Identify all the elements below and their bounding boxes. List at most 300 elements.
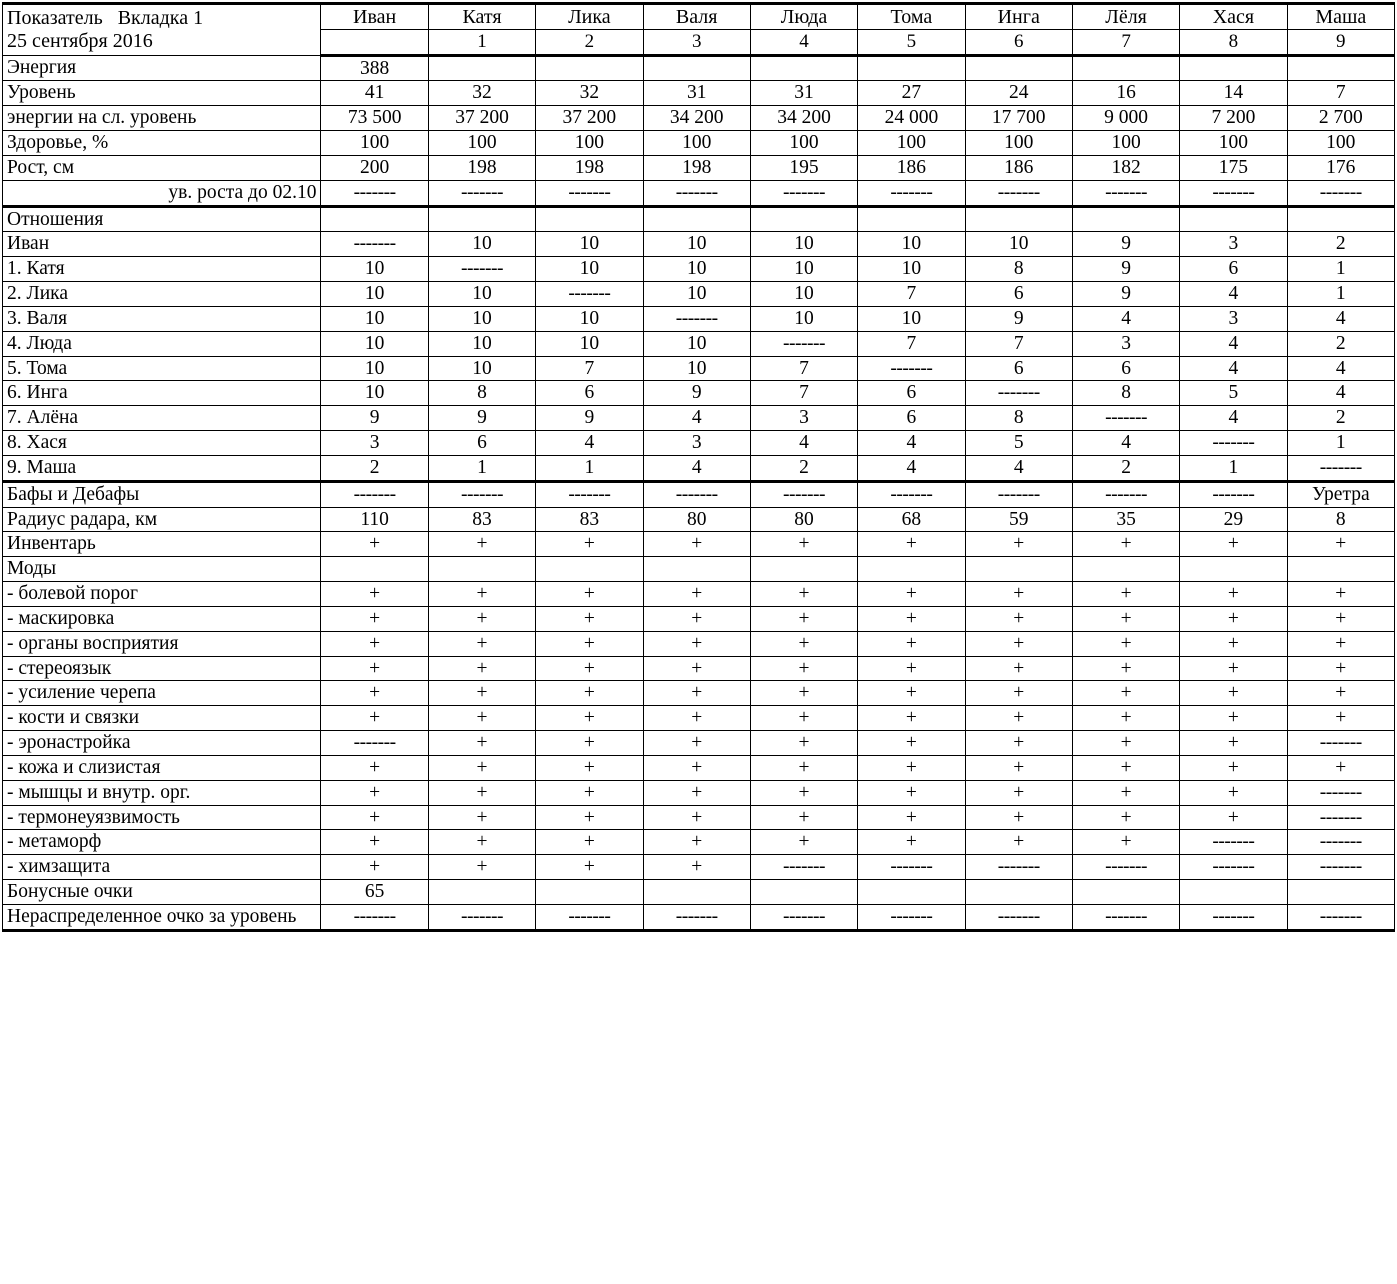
cell-value: + — [858, 656, 965, 681]
cell-value: + — [1287, 582, 1394, 607]
cell-value: + — [428, 830, 535, 855]
cell-value: 32 — [428, 81, 535, 106]
cell-value: ------- — [858, 180, 965, 206]
cell-empty — [321, 206, 428, 232]
cell-value: 3 — [1180, 232, 1287, 257]
cell-value: 4 — [1180, 356, 1287, 381]
cell-value: 7 — [858, 282, 965, 307]
cell-value: + — [858, 532, 965, 557]
cell-value: + — [750, 681, 857, 706]
cell-value: ------- — [1180, 855, 1287, 880]
table-row-relation-alyona — [3, 406, 1395, 431]
table-body — [3, 4, 1395, 931]
cell-value — [643, 879, 750, 904]
cell-value — [1072, 557, 1179, 582]
cell-value: 10 — [858, 232, 965, 257]
cell-value: 8 — [965, 257, 1072, 282]
cell-value: 3 — [1180, 306, 1287, 331]
cell-value: 6 — [858, 406, 965, 431]
cell-value: 7 200 — [1180, 106, 1287, 131]
cell-value: 100 — [536, 131, 643, 156]
row-label: Уровень — [3, 81, 321, 106]
cell-value: 8 — [1287, 507, 1394, 532]
header-name-lika: Лика — [536, 4, 643, 30]
cell-value: 6 — [1072, 356, 1179, 381]
cell-value: + — [428, 532, 535, 557]
cell-value: + — [536, 731, 643, 756]
table-row-mod-thermal-invulnerability — [3, 805, 1395, 830]
cell-value — [750, 55, 857, 81]
cell-value: 1 — [1287, 431, 1394, 456]
table-row-unallocated-point — [3, 904, 1395, 930]
cell-value: + — [321, 681, 428, 706]
cell-value: + — [1180, 706, 1287, 731]
cell-value: + — [1180, 755, 1287, 780]
row-label: Бафы и Дебафы — [3, 481, 321, 507]
cell-value: + — [1072, 780, 1179, 805]
cell-value: 10 — [428, 356, 535, 381]
table-row-buffs-debuffs — [3, 481, 1395, 507]
cell-value: + — [428, 606, 535, 631]
header-number-8: 8 — [1180, 30, 1287, 55]
cell-value: 6 — [536, 381, 643, 406]
table-row-mod-muscles-organs — [3, 780, 1395, 805]
cell-value: 10 — [321, 282, 428, 307]
table-row-relation-ivan — [3, 232, 1395, 257]
cell-value: 100 — [643, 131, 750, 156]
cell-value: ------- — [536, 180, 643, 206]
cell-value: + — [428, 656, 535, 681]
cell-value: ------- — [750, 855, 857, 880]
cell-value: ------- — [321, 904, 428, 930]
cell-value: + — [750, 755, 857, 780]
cell-value: + — [1180, 582, 1287, 607]
cell-value: 37 200 — [536, 106, 643, 131]
cell-value: ------- — [858, 904, 965, 930]
row-label: Бонусные очки — [3, 879, 321, 904]
cell-value: ------- — [965, 381, 1072, 406]
table-row-bonus-points — [3, 879, 1395, 904]
cell-value: + — [1180, 606, 1287, 631]
cell-value: 4 — [1287, 356, 1394, 381]
table-row-mod-chem-protection — [3, 855, 1395, 880]
cell-value: 31 — [643, 81, 750, 106]
cell-value: + — [321, 656, 428, 681]
cell-value: 9 — [321, 406, 428, 431]
cell-value: + — [858, 606, 965, 631]
cell-value: ------- — [1180, 481, 1287, 507]
cell-value: 9 — [428, 406, 535, 431]
cell-value: 10 — [643, 282, 750, 307]
row-label: 2. Лика — [3, 282, 321, 307]
row-label: Инвентарь — [3, 532, 321, 557]
cell-value: 17 700 — [965, 106, 1072, 131]
cell-value: + — [750, 830, 857, 855]
header-number-6: 6 — [965, 30, 1072, 55]
cell-value: 10 — [536, 331, 643, 356]
row-label: 3. Валя — [3, 306, 321, 331]
table-row-relation-valya — [3, 306, 1395, 331]
header-name-lyolya: Лёля — [1072, 4, 1179, 30]
cell-value: ------- — [750, 904, 857, 930]
cell-value: + — [858, 830, 965, 855]
cell-value: 100 — [858, 131, 965, 156]
row-label: - кожа и слизистая — [3, 755, 321, 780]
cell-value — [965, 557, 1072, 582]
cell-value: 10 — [536, 306, 643, 331]
row-label: Моды — [3, 557, 321, 582]
cell-value: ------- — [1287, 455, 1394, 481]
cell-value: 9 — [1072, 282, 1179, 307]
cell-value: + — [965, 755, 1072, 780]
cell-value: 68 — [858, 507, 965, 532]
cell-value: 4 — [1287, 381, 1394, 406]
cell-value: ------- — [858, 855, 965, 880]
cell-value: 198 — [428, 155, 535, 180]
row-label: Здоровье, % — [3, 131, 321, 156]
cell-value: 8 — [1072, 381, 1179, 406]
cell-value: 10 — [643, 257, 750, 282]
cell-value: 7 — [750, 356, 857, 381]
cell-value: 59 — [965, 507, 1072, 532]
cell-value: + — [536, 780, 643, 805]
cell-value: 7 — [965, 331, 1072, 356]
cell-value: 8 — [428, 381, 535, 406]
cell-value: ------- — [1072, 481, 1179, 507]
cell-value: ------- — [750, 331, 857, 356]
cell-value: ------- — [1072, 855, 1179, 880]
row-label: - стереоязык — [3, 656, 321, 681]
cell-value: ------- — [965, 855, 1072, 880]
cell-value: + — [643, 755, 750, 780]
cell-value: + — [321, 780, 428, 805]
cell-value: + — [643, 582, 750, 607]
cell-value: 4 — [643, 455, 750, 481]
cell-value: ------- — [1287, 830, 1394, 855]
cell-empty — [643, 206, 750, 232]
cell-value: + — [428, 805, 535, 830]
cell-value: + — [965, 631, 1072, 656]
header-number-7: 7 — [1072, 30, 1179, 55]
header-number-2: 2 — [536, 30, 643, 55]
cell-value: ------- — [965, 481, 1072, 507]
cell-value: ------- — [643, 481, 750, 507]
cell-value: 24 000 — [858, 106, 965, 131]
cell-value: + — [750, 656, 857, 681]
table-row-health — [3, 131, 1395, 156]
cell-value: + — [858, 780, 965, 805]
row-label: 7. Алёна — [3, 406, 321, 431]
cell-value: + — [1287, 631, 1394, 656]
cell-value: + — [428, 582, 535, 607]
cell-value: + — [1072, 755, 1179, 780]
cell-empty — [1180, 206, 1287, 232]
cell-value: + — [428, 780, 535, 805]
cell-value: ------- — [428, 180, 535, 206]
cell-value — [428, 557, 535, 582]
cell-value: 9 000 — [1072, 106, 1179, 131]
row-label: 5. Тома — [3, 356, 321, 381]
cell-value: + — [965, 706, 1072, 731]
cell-value: ------- — [428, 481, 535, 507]
cell-value: ------- — [321, 180, 428, 206]
cell-value — [536, 557, 643, 582]
cell-value: 4 — [1180, 406, 1287, 431]
cell-value: 4 — [1287, 306, 1394, 331]
row-label: - болевой порог — [3, 582, 321, 607]
table-row-energy-next-level — [3, 106, 1395, 131]
cell-value: + — [1072, 606, 1179, 631]
header-number-9: 9 — [1287, 30, 1394, 55]
header-number-4: 4 — [750, 30, 857, 55]
cell-value: 1 — [1287, 257, 1394, 282]
cell-value: + — [1180, 656, 1287, 681]
cell-value: + — [643, 855, 750, 880]
cell-value: 7 — [750, 381, 857, 406]
header-name-toma: Тома — [858, 4, 965, 30]
header-name-inga: Инга — [965, 4, 1072, 30]
cell-value: 14 — [1180, 81, 1287, 106]
cell-value: + — [643, 731, 750, 756]
row-label: энергии на сл. уровень — [3, 106, 321, 131]
cell-value: 3 — [1072, 331, 1179, 356]
cell-value: 4 — [1180, 282, 1287, 307]
table-row-relation-inga — [3, 381, 1395, 406]
cell-value: + — [321, 830, 428, 855]
cell-value: 1 — [1180, 455, 1287, 481]
cell-value: + — [1287, 706, 1394, 731]
header-name-hasya: Хася — [1180, 4, 1287, 30]
cell-value: + — [643, 681, 750, 706]
cell-value: + — [643, 830, 750, 855]
cell-value — [536, 879, 643, 904]
cell-value: 186 — [965, 155, 1072, 180]
cell-value — [1180, 55, 1287, 81]
cell-value: + — [643, 780, 750, 805]
cell-value: ------- — [1287, 780, 1394, 805]
cell-value: + — [643, 656, 750, 681]
cell-value: + — [858, 582, 965, 607]
cell-value: + — [1287, 681, 1394, 706]
cell-value: 195 — [750, 155, 857, 180]
cell-value: 10 — [536, 232, 643, 257]
cell-value — [750, 879, 857, 904]
cell-value: 7 — [536, 356, 643, 381]
header-name-lyuda: Люда — [750, 4, 857, 30]
cell-value: 16 — [1072, 81, 1179, 106]
cell-value: ------- — [1180, 180, 1287, 206]
cell-value: 34 200 — [750, 106, 857, 131]
cell-value: ------- — [643, 180, 750, 206]
cell-value: 10 — [536, 257, 643, 282]
cell-value: ------- — [1287, 904, 1394, 930]
table-row-mod-metamorph — [3, 830, 1395, 855]
cell-value: 10 — [750, 257, 857, 282]
cell-value: + — [536, 681, 643, 706]
cell-value: 100 — [1072, 131, 1179, 156]
cell-value: + — [1287, 755, 1394, 780]
tab-label[interactable]: Вкладка 1 — [117, 7, 204, 30]
table-row-height-increase — [3, 180, 1395, 206]
cell-value: 41 — [321, 81, 428, 106]
cell-value: + — [536, 582, 643, 607]
cell-value: + — [1287, 656, 1394, 681]
cell-value: + — [536, 805, 643, 830]
cell-value: 65 — [321, 879, 428, 904]
table-row-radar-radius — [3, 507, 1395, 532]
cell-value: ------- — [321, 731, 428, 756]
cell-value: + — [858, 631, 965, 656]
table-row-relation-hasya — [3, 431, 1395, 456]
cell-value — [858, 879, 965, 904]
cell-value: 10 — [643, 232, 750, 257]
header-number-5: 5 — [858, 30, 965, 55]
cell-value: 10 — [321, 331, 428, 356]
cell-value: 10 — [750, 282, 857, 307]
cell-value: 6 — [965, 356, 1072, 381]
cell-value — [1072, 879, 1179, 904]
table-row-relation-toma — [3, 356, 1395, 381]
cell-value: + — [1072, 656, 1179, 681]
cell-value: 10 — [858, 257, 965, 282]
cell-value: + — [1180, 780, 1287, 805]
cell-value: + — [858, 681, 965, 706]
cell-value: ------- — [1287, 805, 1394, 830]
cell-value: 175 — [1180, 155, 1287, 180]
cell-value: 100 — [321, 131, 428, 156]
cell-value: ------- — [1287, 731, 1394, 756]
cell-value: + — [1072, 631, 1179, 656]
cell-value — [321, 557, 428, 582]
cell-value: ------- — [1072, 180, 1179, 206]
cell-value: + — [1180, 805, 1287, 830]
table-row-mods-title — [3, 557, 1395, 582]
cell-value: ------- — [1072, 904, 1179, 930]
cell-value: 176 — [1287, 155, 1394, 180]
cell-value: + — [1072, 706, 1179, 731]
cell-value: 80 — [750, 507, 857, 532]
cell-value: 9 — [1072, 257, 1179, 282]
table-row-inventory — [3, 532, 1395, 557]
cell-value: 10 — [321, 257, 428, 282]
cell-value: 27 — [858, 81, 965, 106]
cell-value: 198 — [643, 155, 750, 180]
header-name-katya: Катя — [428, 4, 535, 30]
cell-value: + — [536, 755, 643, 780]
cell-value: ------- — [1287, 855, 1394, 880]
cell-value: + — [1072, 830, 1179, 855]
cell-value: 37 200 — [428, 106, 535, 131]
table-row-mod-camouflage — [3, 606, 1395, 631]
cell-value: 2 — [1287, 406, 1394, 431]
cell-value: 388 — [321, 55, 428, 81]
cell-value: + — [536, 855, 643, 880]
cell-value: 83 — [428, 507, 535, 532]
cell-value: 7 — [1287, 81, 1394, 106]
cell-value — [643, 557, 750, 582]
cell-value: 10 — [321, 381, 428, 406]
cell-value: 182 — [1072, 155, 1179, 180]
cell-value: + — [536, 656, 643, 681]
table-row-relation-lyuda — [3, 331, 1395, 356]
cell-value — [1287, 557, 1394, 582]
cell-value: + — [750, 582, 857, 607]
cell-value: 10 — [428, 306, 535, 331]
cell-value: + — [1072, 731, 1179, 756]
cell-value: + — [1287, 606, 1394, 631]
cell-empty — [1287, 206, 1394, 232]
row-label: - химзащита — [3, 855, 321, 880]
cell-value: 73 500 — [321, 106, 428, 131]
cell-value: + — [965, 681, 1072, 706]
cell-value — [1287, 879, 1394, 904]
row-label: - термонеуязвимость — [3, 805, 321, 830]
row-label: Радиус радара, км — [3, 507, 321, 532]
cell-value: ------- — [750, 180, 857, 206]
cell-value: 2 — [321, 455, 428, 481]
table-row-relations-title — [3, 206, 1395, 232]
cell-value: 3 — [321, 431, 428, 456]
cell-value: + — [1180, 532, 1287, 557]
cell-value: 6 — [965, 282, 1072, 307]
cell-value: + — [321, 631, 428, 656]
row-label: 8. Хася — [3, 431, 321, 456]
cell-value: + — [1072, 532, 1179, 557]
cell-value: 4 — [965, 455, 1072, 481]
cell-value: + — [1072, 805, 1179, 830]
cell-value: 9 — [965, 306, 1072, 331]
cell-value: + — [858, 731, 965, 756]
header-name-valya: Валя — [643, 4, 750, 30]
cell-value: + — [428, 681, 535, 706]
cell-value: 10 — [643, 356, 750, 381]
cell-value: 4 — [643, 406, 750, 431]
cell-value: + — [428, 631, 535, 656]
character-stats-table — [2, 2, 1395, 932]
cell-value: ------- — [536, 904, 643, 930]
cell-value: + — [1287, 532, 1394, 557]
cell-value: 5 — [1180, 381, 1287, 406]
cell-value: ------- — [321, 232, 428, 257]
cell-value: 83 — [536, 507, 643, 532]
cell-value: 10 — [428, 282, 535, 307]
cell-value: 34 200 — [643, 106, 750, 131]
cell-value: + — [643, 532, 750, 557]
cell-value: + — [321, 755, 428, 780]
cell-value: 3 — [643, 431, 750, 456]
cell-value: + — [428, 755, 535, 780]
cell-value: 9 — [536, 406, 643, 431]
cell-value: + — [1072, 681, 1179, 706]
cell-value: + — [1072, 582, 1179, 607]
row-label: Нераспределенное очко за уровень — [3, 904, 321, 930]
cell-value: + — [321, 532, 428, 557]
cell-value: 4 — [750, 431, 857, 456]
cell-value: ------- — [965, 180, 1072, 206]
cell-value: Уретра — [1287, 481, 1394, 507]
cell-value: 10 — [321, 356, 428, 381]
cell-value: 8 — [965, 406, 1072, 431]
header-date: 25 сентября 2016 — [7, 29, 153, 52]
cell-value — [536, 55, 643, 81]
row-label: Иван — [3, 232, 321, 257]
cell-value: + — [643, 805, 750, 830]
cell-value: 100 — [1180, 131, 1287, 156]
cell-value: + — [750, 780, 857, 805]
cell-value — [858, 55, 965, 81]
cell-value: 6 — [428, 431, 535, 456]
cell-value: 10 — [428, 331, 535, 356]
